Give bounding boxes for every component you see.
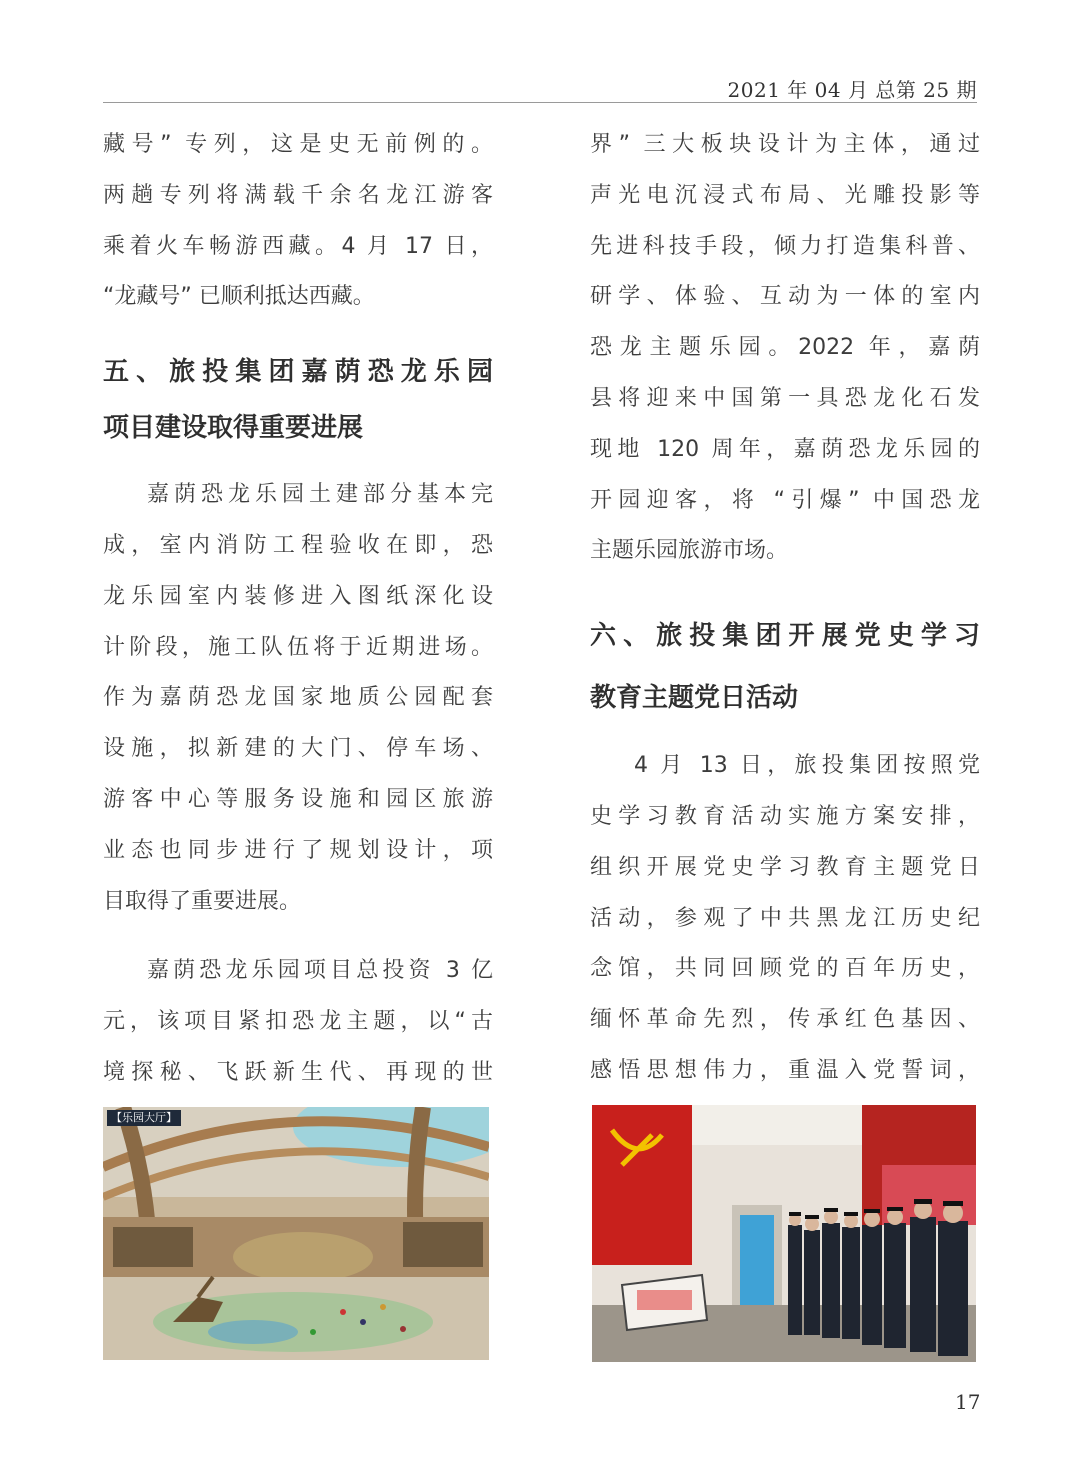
text-line: 嘉荫恐龙乐园土建部分基本完 [147,482,493,508]
text-line: 声光电沉浸式布局、光雕投影等 [590,182,980,208]
text-line: 研学、体验、互动为一体的室内 [590,284,980,310]
text-line: 元，该项目紧扣恐龙主题，以“古 [103,1009,493,1035]
text-line: 开园迎客，将 “引爆” 中国恐龙 [590,487,980,513]
memorial-hall-illustration [592,1105,976,1362]
park-hall-photo [103,1107,489,1360]
memorial-hall-photo [592,1105,976,1362]
text-line: 县将迎来中国第一具恐龙化石发 [590,385,980,411]
text-line: 设施，拟新建的大门、停车场、 [103,736,493,762]
section-heading-5 [103,346,493,458]
text-line: 业态也同步进行了规划设计，项 [103,837,493,863]
text-line: 成，室内消防工程验收在即，恐 [103,532,493,558]
text-line: 境探秘、飞跃新生代、再现的世 [103,1059,493,1085]
text-line: 现地 120 周年，嘉荫恐龙乐园的 [590,436,980,462]
issue-label: 2021 年 04 月 总第 25 期 [727,78,977,102]
text-line: 主题乐园旅游市场。 [590,538,789,564]
photo-caption-tag: 【乐园大厅】 [107,1110,181,1126]
text-line: 缅怀革命先烈，传承红色基因、 [590,1007,980,1033]
text-line: 藏号” 专列，这是史无前例的。 [103,132,493,157]
text-line: “龙藏号” 已顺利抵达西藏。 [103,284,375,310]
paragraph-party-history [590,743,980,1099]
text-line: 目取得了重要进展。 [103,888,302,914]
text-line: 4 月 13 日，旅投集团按照党 [634,753,980,779]
text-line: 感悟思想伟力，重温入党誓词， [590,1057,980,1083]
text-line: 活动，参观了中共黑龙江历史纪 [590,905,980,931]
text-line: 组织开展党史学习教育主题党日 [590,854,980,880]
heading-line: 六、旅投集团开展党史学习 [590,621,980,652]
text-line: 史学习教育活动实施方案安排， [590,803,980,829]
text-line: 嘉荫恐龙乐园项目总投资 3 亿 [147,958,493,984]
section-heading-6 [590,607,980,731]
right-column [590,122,980,1099]
text-line: 计阶段，施工队伍将于近期进场。 [103,634,493,660]
text-line: 龙乐园室内装修进入图纸深化设 [103,583,493,609]
text-line: 恐龙主题乐园。2022 年，嘉荫 [590,335,980,361]
text-line: 界” 三大板块设计为主体，通过 [590,132,980,157]
text-line: 乘着火车畅游西藏。4 月 17 日， [103,233,493,259]
page-number: 17 [955,1390,981,1414]
left-column [103,122,493,1101]
text-line: 念馆，共同回顾党的百年历史， [590,956,980,982]
paragraph-investment [103,948,493,1100]
heading-line: 五、旅投集团嘉荫恐龙乐园 [103,357,493,388]
paragraph-dinosaur-park [103,472,493,929]
paragraph-theme-park [590,122,980,579]
park-hall-illustration [103,1107,489,1360]
text-line: 先进科技手段，倾力打造集科普、 [590,233,980,259]
text-line: 游客中心等服务设施和园区旅游 [103,786,493,812]
heading-line: 教育主题党日活动 [590,683,799,714]
page-header [103,72,977,103]
paragraph-dalongzang [103,122,493,325]
text-line: 作为嘉荫恐龙国家地质公园配套 [103,685,493,711]
text-line: 两趟专列将满载千余名龙江游客 [103,182,493,208]
heading-line: 项目建设取得重要进展 [103,413,364,444]
